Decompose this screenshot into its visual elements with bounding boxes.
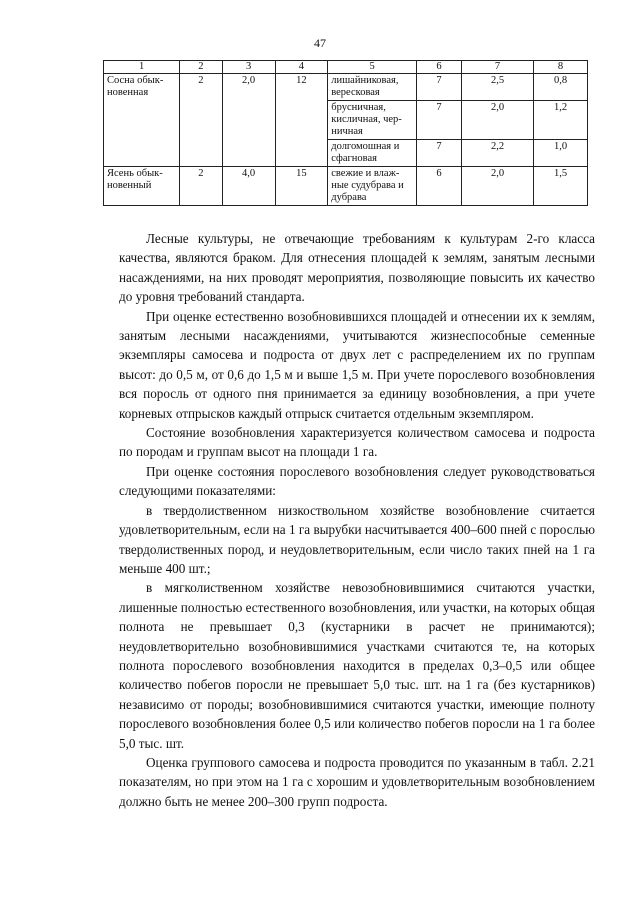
header-cell: 3 <box>222 61 275 74</box>
header-cell: 1 <box>104 61 180 74</box>
paragraph: Оценка группового самосева и подроста проводится по указанным в табл. 2.21 показателям, но при этом на 1 га с хорошим и удовлетворительным возобновлением должно быть не менее 200–300 групп подроста. <box>119 754 595 809</box>
header-cell: 6 <box>417 61 462 74</box>
paragraph: Состояние возобновления характеризуется количеством самосева и подроста по породам и группам высот на площади 1 га. <box>119 425 595 460</box>
table-cell: 2 <box>180 74 222 167</box>
paragraph: При оценке состояния порослевого возобновления следует руководствоваться следующими показателями: <box>119 463 595 499</box>
table-cell: 4,0 <box>222 167 275 206</box>
forest-type-cell: лишайниковая, вересковая <box>328 74 417 101</box>
header-cell: 5 <box>328 61 417 74</box>
table-cell: 1,2 <box>534 101 588 140</box>
table-cell: 2,5 <box>462 74 534 101</box>
table-cell: 12 <box>275 74 328 167</box>
table-cell: 2,0 <box>462 101 534 140</box>
table-cell: 7 <box>417 101 462 140</box>
table-cell: 1,5 <box>534 167 588 206</box>
header-cell: 8 <box>534 61 588 74</box>
page-number: 47 <box>314 36 326 50</box>
table-cell: 6 <box>417 167 462 206</box>
table-header-row <box>104 61 588 74</box>
table-cell: 7 <box>417 140 462 167</box>
table-cell: 0,8 <box>534 74 588 101</box>
paragraph: в твердолиственном низкоствольном хозяйстве возобновление считается удовлетворительным, если на 1 га вырубки насчитывается 400–600 пней с порослью твердолиственных пород, и неудовлетворительным, если число таких пней на 1 га меньше 400 шт.; <box>119 502 595 576</box>
table-cell: 15 <box>275 167 328 206</box>
table-cell: 2,2 <box>462 140 534 167</box>
table-cell: 2,0 <box>462 167 534 206</box>
table-cell: 2,0 <box>222 74 275 167</box>
regeneration-table <box>103 60 588 206</box>
paragraph: Лесные культуры, не отвечающие требованиям к культурам 2-го класса качества, являются браком. Для отнесения площадей к землям, занятым лесными насаждениями, на них проводят мероприятия, позволяющие повысить их качество до уровня требований стандарта. <box>119 231 595 305</box>
forest-type-cell: долгомошная и сфагновая <box>328 140 417 167</box>
paragraph: При оценке естественно возобновившихся площадей и отнесении их к землям, занятым лесными насаждениями, учитываются жизнеспособные семенные экземпляры самосева и подроста от двух лет с распределением их по группам высот: до 0,5 м, от 0,6 до 1,5 м и выше 1,5 м. При учете порослевого возобновления вся поросль от одного пня принимается за единицу возобновления, а при учете корневых отпрысков каждый отпрыск считается отдельным экземпляром. <box>119 308 595 421</box>
header-cell: 2 <box>180 61 222 74</box>
table-cell: 2 <box>180 167 222 206</box>
table-cell: 7 <box>417 74 462 101</box>
header-cell: 7 <box>462 61 534 74</box>
table-row <box>104 167 588 206</box>
forest-type-cell: свежие и влаж- ные судубрава и дубрава <box>328 167 417 206</box>
table-row <box>104 74 588 101</box>
species-cell: Сосна обык- новенная <box>104 74 180 167</box>
table-cell: 1,0 <box>534 140 588 167</box>
body-text <box>119 229 595 811</box>
paragraph: в мягколиственном хозяйстве невозобновившимися считаются участки, лишенные полностью естественного возобновления, или участки, на которых общая полнота не превышает 0,3 (кустарники в расчет не принимаются); неудовлетворительно возобновившимися участками считаются те, на которых полнота порослевого возобновления находится в пределах 0,3–0,5 или общее количество побегов поросли не превышает 5,0 тыс. шт. на 1 га (без кустарников) независимо от породы; возобновившимися считаются участки, имеющие полноту порослевого возобновления более 0,5 или количество побегов поросли на 1 га более 5,0 тыс. шт. <box>119 580 595 751</box>
species-cell: Ясень обык- новенный <box>104 167 180 206</box>
forest-type-cell: брусничная, кисличная, чер- ничная <box>328 101 417 140</box>
header-cell: 4 <box>275 61 328 74</box>
